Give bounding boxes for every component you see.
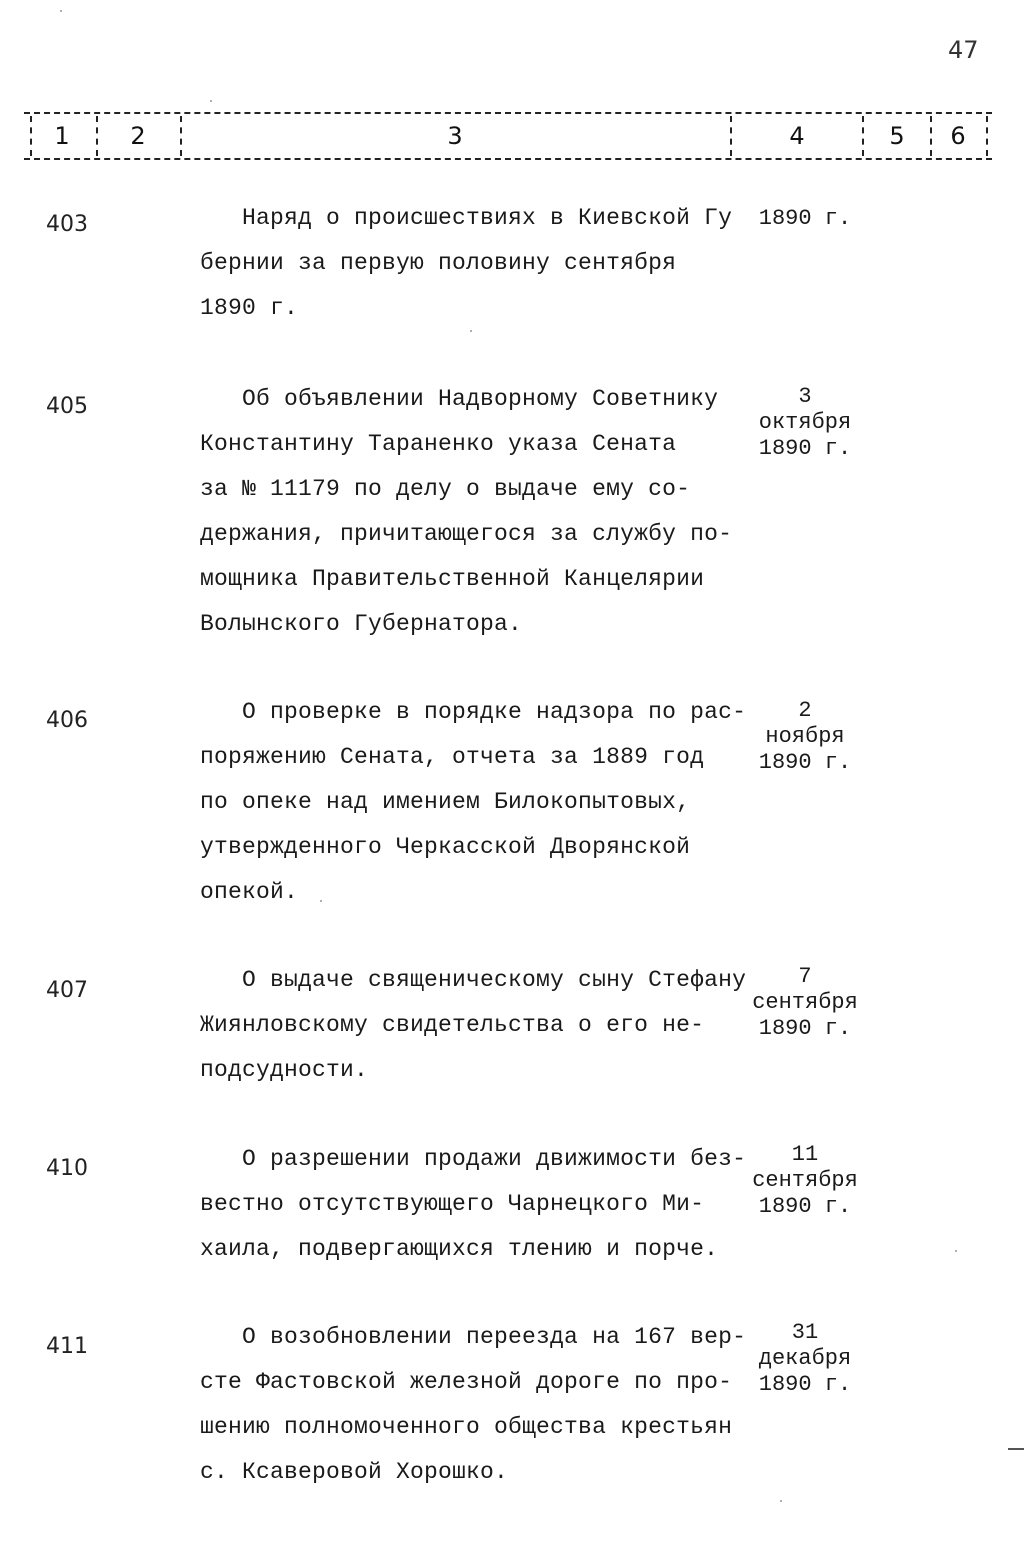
entry-date [730,1320,880,1398]
date-month: ноября [765,724,845,749]
scan-speck [320,900,322,902]
entry-date [730,964,880,1042]
column-header-5: 5 [889,122,905,150]
scan-speck [780,1500,782,1502]
text-line: Волынского Губернатора. [200,611,523,637]
entry-date [730,1142,880,1220]
column-header-6: 6 [950,122,966,150]
date-year: 1890 г. [758,1016,852,1041]
entry-number: 405 [46,394,88,419]
entry-description [200,377,740,647]
date-year: 1890 г. [758,436,852,461]
entry-date [730,206,880,232]
column-header-4: 4 [789,122,805,150]
text-line: О возобновлении переезда на 167 вер- [200,1324,747,1350]
text-line: сте Фастовской железной дороге по про- [200,1369,733,1395]
text-line: по опеке над имением Билокопытовых, [200,789,691,815]
date-month: сентября [752,1168,858,1193]
text-line: 1890 г. [200,295,299,321]
text-line: утвержденного Черкасской Дворянской [200,834,691,860]
column-header-2: 2 [130,122,146,150]
page-number: 47 [948,36,979,64]
date-year: 1890 г. [758,750,852,775]
date-day: 2 [798,698,812,723]
date-month: декабря [758,1346,852,1371]
date-year: 1890 г. [758,1194,852,1219]
entry-number: 403 [46,212,88,237]
date-month: октября [758,410,852,435]
text-line: бернии за первую половину сентября [200,250,677,276]
text-line: шению полномоченного общества крестьян [200,1414,733,1440]
entry-number: 411 [46,1334,88,1359]
scan-speck [210,100,212,102]
scan-speck [60,10,62,12]
column-header-3: 3 [447,122,463,150]
entry-date [730,698,880,776]
text-line: О выдаче священическому сыну Стефану [200,967,747,993]
date-day: 3 [798,384,812,409]
column-header-row [24,112,992,160]
entry-description [200,1137,747,1272]
entry-description [200,1315,747,1495]
text-line: О разрешении продажи движимости без- [200,1146,747,1172]
text-line: поряжению Сената, отчета за 1889 год [200,744,705,770]
column-header-1: 1 [54,122,70,150]
text-line: подсудности. [200,1057,369,1083]
entry-date [730,384,880,462]
date-day: 7 [798,964,812,989]
text-line: с. Ксаверовой Хорошко. [200,1459,509,1485]
entry-number: 406 [46,708,88,733]
text-line: за № 11179 по делу о выдаче ему со- [200,476,691,502]
scan-speck [955,1250,957,1252]
entry-number: 407 [46,978,88,1003]
text-line: Наряд о происшествиях в Киевской Гу [200,205,733,231]
entry-number: 410 [46,1156,88,1181]
date-day: 11 [791,1142,819,1167]
text-line: Жиянловскому свидетельства о его не- [200,1012,705,1038]
edge-mark [1008,1448,1024,1450]
date-month: сентября [752,990,858,1015]
text-line: мощника Правительственной Канцелярии [200,566,705,592]
text-line: Об объявлении Надворному Советнику [200,386,719,412]
date-year: 1890 г. [758,1372,852,1397]
scan-speck [470,330,472,332]
text-line: вестно отсутствующего Чарнецкого Ми- [200,1191,705,1217]
text-line: Константину Тараненко указа Сената [200,431,677,457]
entry-description [200,958,747,1093]
text-line: опекой. [200,879,299,905]
date-day: 31 [791,1320,819,1345]
text-line: О проверке в порядке надзора по рас- [200,699,747,725]
text-line: держания, причитающегося за службу по- [200,521,733,547]
column-separator [986,116,988,156]
date-year: 1890 г. [758,206,852,231]
entry-description [200,196,740,331]
text-line: хаила, подвергающихся тлению и порче. [200,1236,719,1262]
entry-description [200,690,747,915]
